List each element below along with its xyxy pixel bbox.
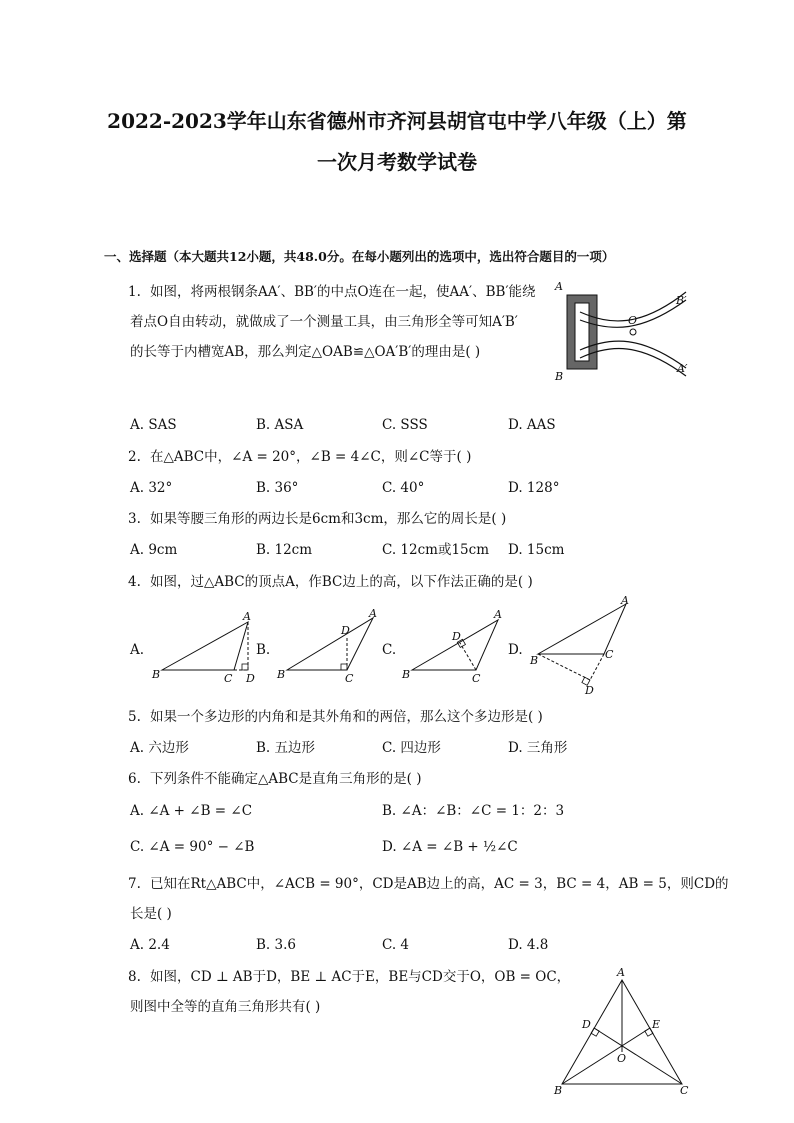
q1-text-line1: 如图，将两根钢条AA′、BB′的中点O连在一起，使AA′、BB′能绕 <box>150 284 536 300</box>
q7-text-line2: 长是( ) <box>130 906 172 922</box>
q7-option-b[interactable]: B. 3.6 <box>256 937 296 953</box>
q4-text: 如图，过△ABC的顶点A，作BC边上的高，以下作法正确的是( ) <box>150 574 533 590</box>
q1-text-line3: 的长等于内槽宽AB，那么判定△OAB≌△OA′B′的理由是( ) <box>130 344 481 360</box>
q6-option-c[interactable]: C. ∠A = 90° − ∠B <box>130 839 255 855</box>
q7-number: 7. <box>128 876 141 892</box>
q8-number: 8. <box>128 969 141 985</box>
q4-figure-d <box>528 596 638 701</box>
q1-option-c[interactable]: C. SSS <box>382 417 428 433</box>
q4c-label-d: D <box>452 630 461 643</box>
section-header: 一、选择题（本大题共12小题，共48.0分。在每小题列出的选项中，选出符合题目的一项） <box>104 249 615 264</box>
q1-option-a[interactable]: A. SAS <box>130 417 177 433</box>
q7-option-c[interactable]: C. 4 <box>382 937 410 953</box>
q4-option-a[interactable]: A. <box>130 642 145 658</box>
q3-option-b[interactable]: B. 12cm <box>256 542 313 558</box>
q6-option-b[interactable]: B. ∠A：∠B：∠C = 1：2：3 <box>382 803 565 819</box>
q4-figure-c <box>400 608 510 688</box>
q3-text: 如果等腰三角形的两边长是6cm和3cm，那么它的周长是( ) <box>150 511 507 527</box>
q5-number: 5. <box>128 709 141 725</box>
q4b-label-b: B <box>277 668 286 681</box>
q4-figure-a <box>150 608 260 688</box>
paper-title-line1: 2022-2023学年山东省德州市齐河县胡官屯中学八年级（上）第 <box>107 109 687 133</box>
q8-label-e: E <box>652 1018 661 1031</box>
q2-option-b[interactable]: B. 36° <box>256 480 299 496</box>
q1-fig-label-ap: A′ <box>677 362 688 375</box>
q4d-label-a: A <box>621 594 629 607</box>
q4d-label-d: D <box>585 684 594 697</box>
q4d-label-b: B <box>530 654 539 667</box>
q4d-label-c: C <box>605 648 614 661</box>
q4a-label-d: D <box>246 672 255 685</box>
q8-label-b: B <box>554 1084 563 1097</box>
q1-fig-label-b: B <box>555 370 564 383</box>
q8-label-c: C <box>680 1084 689 1097</box>
q4c-label-a: A <box>494 608 502 621</box>
q1-number: 1. <box>128 284 141 300</box>
q1-fig-label-bp: B′ <box>676 294 687 307</box>
q8-label-d: D <box>582 1018 591 1031</box>
q1-option-d[interactable]: D. AAS <box>508 417 556 433</box>
q4-number: 4. <box>128 574 141 590</box>
q5-option-d[interactable]: D. 三角形 <box>508 740 568 756</box>
q8-text-line2: 则图中全等的直角三角形共有( ) <box>130 999 321 1015</box>
q4-figure-b <box>275 608 385 688</box>
q4a-label-a: A <box>243 610 251 623</box>
q6-option-d[interactable]: D. ∠A = ∠B + ½∠C <box>382 839 518 855</box>
q4a-label-b: B <box>152 668 161 681</box>
q6-number: 6. <box>128 771 141 787</box>
q3-option-c[interactable]: C. 12cm或15cm <box>382 542 490 558</box>
q5-text: 如果一个多边形的内角和是其外角和的两倍，那么这个多边形是( ) <box>150 709 543 725</box>
q6-option-a[interactable]: A. ∠A + ∠B = ∠C <box>130 803 253 819</box>
q2-option-d[interactable]: D. 128° <box>508 480 560 496</box>
q4b-label-d: D <box>341 624 350 637</box>
q1-option-b[interactable]: B. ASA <box>256 417 304 433</box>
q1-fig-label-o: O <box>628 314 638 327</box>
q1-fig-label-a: A <box>555 280 563 293</box>
q4-option-c[interactable]: C. <box>382 642 397 658</box>
q2-option-a[interactable]: A. 32° <box>130 480 173 496</box>
q4c-label-b: B <box>402 668 411 681</box>
q2-number: 2. <box>128 449 141 465</box>
q1-text-line2: 着点O自由转动，就做成了一个测量工具，由三角形全等可知A′B′ <box>130 314 518 330</box>
q8-figure <box>550 966 700 1096</box>
q4b-label-c: C <box>345 672 354 685</box>
q5-option-a[interactable]: A. 六边形 <box>130 740 189 756</box>
q1-figure <box>550 280 700 390</box>
paper-title-line2: 一次月考数学试卷 <box>317 150 477 174</box>
q4b-label-a: A <box>369 607 377 620</box>
q6-text: 下列条件不能确定△ABC是直角三角形的是( ) <box>150 771 422 787</box>
q7-text-line1: 已知在Rt△ABC中，∠ACB = 90°，CD是AB边上的高，AC = 3，BC = 4，AB = 5，则CD的 <box>150 876 729 892</box>
q4-option-b[interactable]: B. <box>256 642 271 658</box>
q5-option-b[interactable]: B. 五边形 <box>256 740 316 756</box>
q3-number: 3. <box>128 511 141 527</box>
q4c-label-c: C <box>472 672 481 685</box>
q8-label-a: A <box>617 966 625 979</box>
q7-option-d[interactable]: D. 4.8 <box>508 937 549 953</box>
q2-text: 在△ABC中，∠A = 20°，∠B = 4∠C，则∠C等于( ) <box>150 449 472 465</box>
q8-label-o: O <box>617 1052 627 1065</box>
q7-option-a[interactable]: A. 2.4 <box>130 937 170 953</box>
q4a-label-c: C <box>224 672 233 685</box>
q2-option-c[interactable]: C. 40° <box>382 480 425 496</box>
q5-option-c[interactable]: C. 四边形 <box>382 740 441 756</box>
q8-text-line1: 如图，CD ⊥ AB于D，BE ⊥ AC于E，BE与CD交于O，OB = OC， <box>150 969 571 985</box>
q3-option-d[interactable]: D. 15cm <box>508 542 565 558</box>
q3-option-a[interactable]: A. 9cm <box>130 542 178 558</box>
q4-option-d[interactable]: D. <box>508 642 523 658</box>
